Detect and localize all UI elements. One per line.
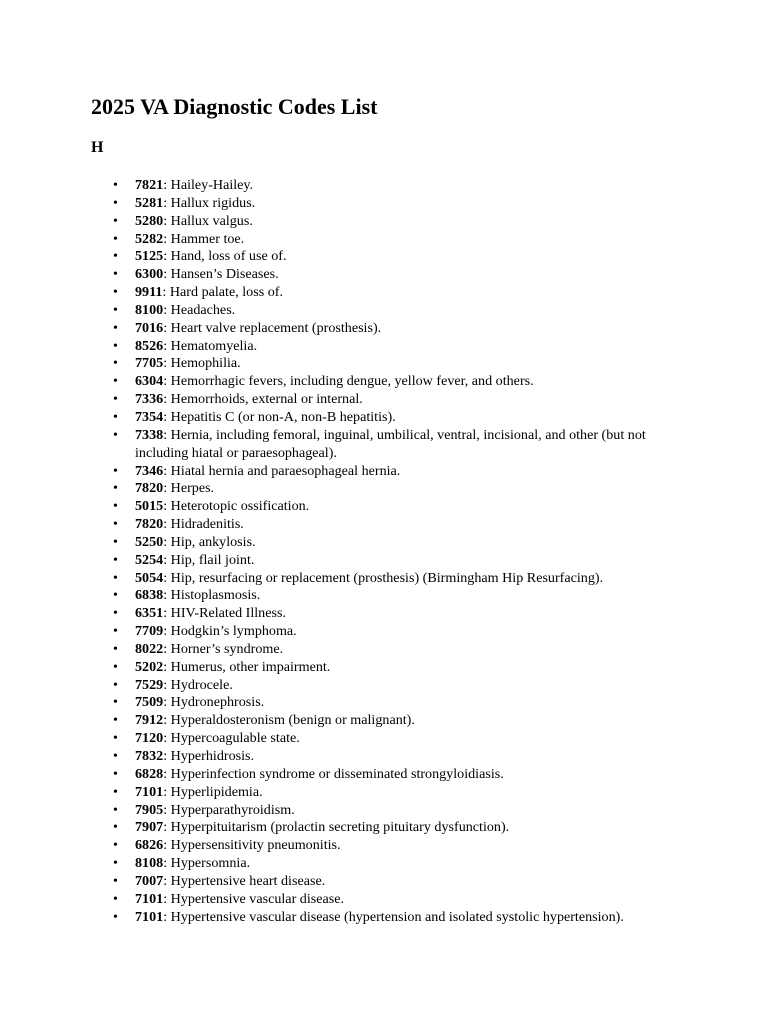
diagnostic-code: 6826 [135, 837, 164, 854]
code-separator: : [163, 569, 171, 586]
code-separator: : [163, 819, 171, 836]
code-separator: : [163, 373, 171, 390]
list-item [91, 480, 691, 498]
bullet-icon: • [113, 267, 118, 283]
diagnostic-code: 6351 [135, 605, 164, 622]
code-separator: : [163, 408, 171, 425]
list-item [91, 391, 691, 409]
list-item [91, 355, 691, 373]
bullet-icon: • [113, 641, 118, 657]
diagnostic-code: 5250 [135, 533, 164, 550]
condition-description: Hyperhidrosis. [170, 748, 255, 764]
list-item [91, 338, 691, 356]
list-item [91, 766, 691, 784]
diagnostic-code: 8100 [135, 301, 164, 318]
bullet-icon: • [113, 285, 118, 301]
condition-description: Heart valve replacement (prosthesis). [170, 319, 382, 336]
list-item [91, 873, 691, 891]
diagnostic-code: 5202 [135, 658, 164, 675]
condition-description: Hand, loss of use of. [170, 248, 287, 265]
diagnostic-code: 7529 [135, 676, 164, 693]
code-separator: : [163, 640, 171, 657]
code-separator: : [163, 498, 171, 515]
diagnostic-code: 7832 [135, 748, 164, 764]
list-item [91, 641, 691, 659]
code-separator: : [163, 194, 171, 211]
diagnostic-code: 7346 [135, 462, 164, 479]
diagnostic-code: 7101 [135, 783, 164, 800]
code-separator: : [163, 516, 171, 533]
condition-description: Hard palate, loss of. [169, 284, 283, 301]
code-separator: : [163, 712, 171, 729]
diagnostic-code: 6828 [135, 765, 164, 782]
code-separator: : [163, 730, 171, 747]
list-item [91, 195, 691, 213]
diagnostic-code: 5282 [135, 230, 164, 247]
bullet-icon: • [113, 695, 118, 711]
list-item [91, 284, 691, 302]
code-separator: : [163, 230, 171, 247]
condition-description: Hematomyelia. [170, 337, 258, 354]
condition-description: Hyperpituitarism (prolactin secreting pituitary dysfunction). [170, 819, 510, 836]
diagnostic-code: 5125 [135, 248, 164, 265]
bullet-icon: • [113, 552, 118, 568]
list-item [91, 463, 691, 481]
bullet-icon: • [113, 178, 118, 193]
code-separator: : [163, 658, 171, 675]
condition-description: Hernia, including femoral, inguinal, umbilical, ventral, incisional, and other (but not including hiatal or paraesophageal). [135, 426, 646, 461]
diagnostic-code: 6304 [135, 373, 164, 390]
condition-description: Headaches. [170, 301, 236, 318]
bullet-icon: • [113, 659, 118, 675]
list-item [91, 248, 691, 266]
list-item [91, 855, 691, 873]
condition-description: HIV-Related Illness. [170, 605, 286, 622]
condition-description: Histoplasmosis. [170, 587, 261, 604]
list-item [91, 802, 691, 820]
bullet-icon: • [113, 802, 118, 818]
code-separator: : [163, 605, 171, 622]
code-separator: : [163, 908, 171, 925]
condition-description: Hip, resurfacing or replacement (prosthesis) (Birmingham Hip Resurfacing). [170, 569, 604, 586]
diagnostic-code: 7705 [135, 355, 164, 372]
condition-description: Hydronephrosis. [170, 694, 265, 711]
bullet-icon: • [113, 570, 118, 586]
list-item [91, 730, 691, 748]
diagnostic-code: 7509 [135, 694, 164, 711]
condition-description: Hyperinfection syndrome or disseminated strongyloidiasis. [170, 765, 504, 782]
diagnostic-code: 7905 [135, 801, 164, 818]
code-separator: : [163, 480, 171, 497]
diagnostic-code: 5254 [135, 551, 164, 568]
diagnostic-code: 7101 [135, 908, 164, 925]
condition-description: Humerus, other impairment. [170, 658, 331, 675]
code-separator: : [163, 426, 171, 443]
list-item [91, 623, 691, 641]
list-item [91, 213, 691, 231]
diagnostic-code: 5015 [135, 498, 164, 515]
bullet-icon: • [113, 409, 118, 425]
code-separator: : [163, 266, 171, 283]
condition-description: Hailey-Hailey. [170, 177, 254, 193]
condition-description: Hallux rigidus. [170, 194, 256, 211]
bullet-icon: • [113, 891, 118, 907]
bullet-icon: • [113, 302, 118, 318]
condition-description: Hemophilia. [170, 355, 241, 372]
diagnostic-code: 7101 [135, 890, 164, 907]
list-item [91, 909, 691, 927]
diagnostic-code: 7007 [135, 872, 164, 889]
diagnostic-code: 7338 [135, 426, 164, 443]
list-item [91, 605, 691, 623]
code-separator: : [163, 391, 171, 408]
diagnostic-code: 7820 [135, 480, 164, 497]
list-item [91, 516, 691, 534]
bullet-icon: • [113, 427, 118, 443]
code-separator: : [163, 676, 171, 693]
bullet-icon: • [113, 320, 118, 336]
list-item [91, 266, 691, 284]
bullet-icon: • [113, 856, 118, 872]
code-separator: : [163, 355, 171, 372]
diagnostic-code: 7016 [135, 319, 164, 336]
diagnostic-code: 6838 [135, 587, 164, 604]
condition-description: Hypersomnia. [170, 855, 251, 872]
list-item [91, 552, 691, 570]
bullet-icon: • [113, 231, 118, 247]
list-item [91, 409, 691, 427]
condition-description: Hydrocele. [170, 676, 233, 693]
bullet-icon: • [113, 534, 118, 550]
bullet-icon: • [113, 213, 118, 229]
code-separator: : [163, 248, 171, 265]
document-page [91, 92, 691, 926]
diagnostic-code: 5054 [135, 569, 164, 586]
code-separator: : [163, 872, 171, 889]
list-item [91, 373, 691, 391]
bullet-icon: • [113, 766, 118, 782]
condition-description: Hiatal hernia and paraesophageal hernia. [170, 462, 401, 479]
bullet-icon: • [113, 499, 118, 515]
code-separator: : [163, 212, 171, 229]
list-item [91, 587, 691, 605]
code-separator: : [163, 462, 171, 479]
code-separator: : [163, 551, 171, 568]
condition-description: Hyperlipidemia. [170, 783, 263, 800]
condition-description: Heterotopic ossification. [170, 498, 310, 515]
list-item [91, 694, 691, 712]
diagnostic-code: 7354 [135, 408, 164, 425]
diagnostic-code: 7820 [135, 516, 164, 533]
list-item [91, 498, 691, 516]
bullet-icon: • [113, 606, 118, 622]
list-item [91, 231, 691, 249]
bullet-icon: • [113, 731, 118, 747]
bullet-icon: • [113, 338, 118, 354]
list-item [91, 677, 691, 695]
code-separator: : [163, 748, 171, 764]
condition-description: Hypertensive vascular disease. [170, 890, 345, 907]
bullet-icon: • [113, 374, 118, 390]
code-separator: : [163, 337, 171, 354]
diagnostic-code: 5281 [135, 194, 164, 211]
condition-description: Hypertensive heart disease. [170, 872, 326, 889]
bullet-icon: • [113, 749, 118, 764]
bullet-icon: • [113, 249, 118, 265]
diagnostic-code: 7907 [135, 819, 164, 836]
code-separator: : [163, 533, 171, 550]
condition-description: Hip, flail joint. [170, 551, 255, 568]
bullet-icon: • [113, 838, 118, 854]
code-separator: : [163, 801, 171, 818]
bullet-icon: • [113, 820, 118, 836]
code-separator: : [162, 284, 170, 301]
code-separator: : [163, 855, 171, 872]
diagnostic-code: 7709 [135, 623, 164, 640]
condition-description: Hepatitis C (or non-A, non-B hepatitis). [170, 408, 396, 425]
bullet-icon: • [113, 195, 118, 211]
diagnostic-code: 8526 [135, 337, 164, 354]
bullet-icon: • [113, 588, 118, 604]
list-item [91, 177, 691, 195]
list-item [91, 570, 691, 588]
condition-description: Hansen’s Diseases. [170, 266, 279, 283]
condition-description: Herpes. [170, 480, 215, 497]
condition-description: Hemorrhagic fevers, including dengue, yellow fever, and others. [170, 373, 534, 390]
list-item [91, 784, 691, 802]
condition-description: Hyperaldosteronism (benign or malignant). [170, 712, 415, 729]
bullet-icon: • [113, 713, 118, 729]
list-item [91, 891, 691, 909]
list-item [91, 819, 691, 837]
code-separator: : [163, 837, 171, 854]
condition-description: Hidradenitis. [170, 516, 244, 533]
condition-description: Hallux valgus. [170, 212, 253, 229]
diagnostic-code: 7821 [135, 177, 164, 193]
diagnostic-code: 7912 [135, 712, 164, 729]
bullet-icon: • [113, 356, 118, 372]
code-separator: : [163, 890, 171, 907]
list-item [91, 837, 691, 855]
bullet-icon: • [113, 392, 118, 408]
diagnostic-code: 7120 [135, 730, 164, 747]
condition-description: Hypersensitivity pneumonitis. [170, 837, 341, 854]
list-item [91, 427, 691, 463]
condition-description: Horner’s syndrome. [170, 640, 284, 657]
diagnostic-code-list [91, 177, 691, 926]
condition-description: Hemorrhoids, external or internal. [170, 391, 363, 408]
document-title: 2025 VA Diagnostic Codes List [91, 94, 378, 119]
diagnostic-code: 8022 [135, 640, 164, 657]
diagnostic-code: 9911 [135, 284, 163, 301]
list-item [91, 748, 691, 766]
diagnostic-code: 7336 [135, 391, 164, 408]
bullet-icon: • [113, 784, 118, 800]
diagnostic-code: 8108 [135, 855, 164, 872]
condition-description: Hodgkin’s lymphoma. [170, 623, 297, 640]
code-separator: : [163, 694, 171, 711]
condition-description: Hyperparathyroidism. [170, 801, 295, 818]
bullet-icon: • [113, 481, 118, 497]
list-item [91, 534, 691, 552]
code-separator: : [163, 301, 171, 318]
section-heading: H [91, 139, 104, 156]
bullet-icon: • [113, 463, 118, 479]
bullet-icon: • [113, 517, 118, 533]
code-separator: : [163, 319, 171, 336]
code-separator: : [163, 587, 171, 604]
condition-description: Hip, ankylosis. [170, 533, 256, 550]
list-item [91, 712, 691, 730]
bullet-icon: • [113, 909, 118, 925]
bullet-icon: • [113, 677, 118, 693]
condition-description: Hypercoagulable state. [170, 730, 300, 747]
code-separator: : [163, 765, 171, 782]
list-item [91, 320, 691, 338]
bullet-icon: • [113, 624, 118, 640]
list-item [91, 659, 691, 677]
condition-description: Hypertensive vascular disease (hypertension and isolated systolic hypertension). [170, 908, 624, 925]
diagnostic-code: 6300 [135, 266, 164, 283]
bullet-icon: • [113, 873, 118, 889]
condition-description: Hammer toe. [170, 230, 245, 247]
diagnostic-code: 5280 [135, 212, 164, 229]
code-separator: : [163, 783, 171, 800]
code-separator: : [163, 177, 171, 193]
list-item [91, 302, 691, 320]
code-separator: : [163, 623, 171, 640]
